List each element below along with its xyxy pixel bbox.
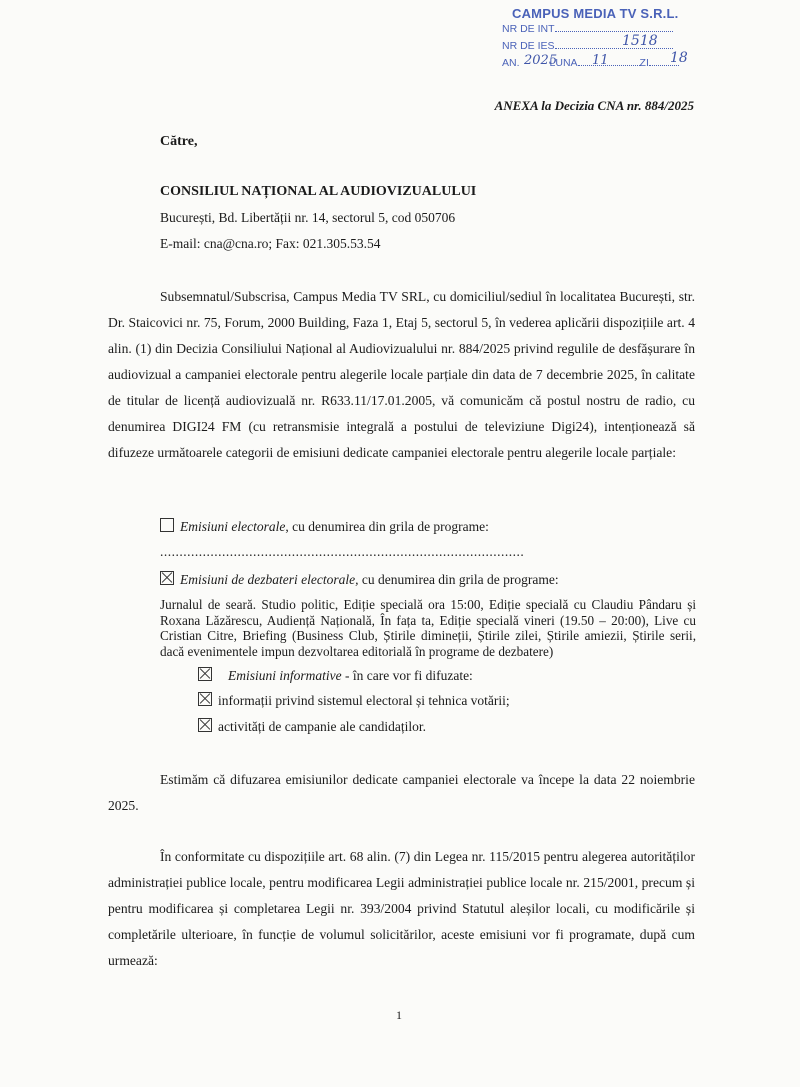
stamp-ies-label: NR DE IES [502,40,555,52]
conformity-text: În conformitate cu dispozițiile art. 68 alin. (7) din Legea nr. 115/2015 pentru alegerea autorităților administrației publice locale, pentru modificarea Legii administrației publice locale nr. 215/2001, precum și pentru modificarea și completarea Legii nr. 393/2004 privind Statutul aleșilor locali, cu modificările și completările ulterioare, în funcție de volumul solicitărilor, aceste emisiuni vor fi programate, după cum urmează: [108,849,695,968]
estimate-text: Estimăm că difuzarea emisiunilor dedicate campaniei electorale va începe la data 22 noiembrie 2025. [108,772,695,813]
category-debates-label: Emisiuni de dezbateri electorale, [180,572,359,587]
stamp-date-row: AN. LUNA ZI 2025 11 18 [502,50,688,69]
checkbox-electoral-info[interactable] [198,692,212,706]
checkbox-debates[interactable] [160,571,174,585]
stamp-an-label: AN [502,57,517,69]
stamp-luna-label: LUNA [549,57,578,69]
annex-reference: ANEXA la Decizia CNA nr. 884/2025 [494,98,694,113]
intro-paragraph [108,284,695,466]
category-electoral-rest: , cu denumirea din grila de programe: [285,519,489,534]
page-number: 1 [396,1008,402,1022]
estimate-paragraph [108,767,695,819]
debate-shows-list: Jurnalul de seară. Studio politic, Ediție specială ora 15:00, Ediție specială cu Claudiu Pândaru și Roxana Lăzărescu, Audiență Națională, În fața ta, Ediție specială vineri (19.50 – 20:00), Live cu Cristian Citre, Briefing (Business Club, Știrile dimineții, Știrile zilei, Știrile amiezii, Știrile serii, dacă evenimentele impun dezvoltarea editorială în programe de dezbatere) [160,597,696,659]
stamp-an-value: 2025 [524,53,558,68]
category-informative-rest: - în care vor fi difuzate: [341,668,473,683]
intro-text: Subsemnatul/Subscrisa, Campus Media TV SRL, cu domiciliul/sediul în localitatea București, str. Dr. Staicovici nr. 75, Forum, 2000 Building, Faza 1, Etaj 5, sectorul 5, în vederea aplicării dispozițiile art. 4 alin. (1) din Decizia Consiliului Național al Audiovizualului nr. 884/2025 privind regulile de desfășurare în audiovizual a campaniei electorale pentru alegerile locale parțiale din data de 7 decembrie 2025, în calitate de titular de licență audiovizuală nr. R633.11/17.01.2005, vă comunicăm că postul nostru de radio, cu denumirea DIGI24 FM (cu retransmisie integrală a postului de televiziune Digi24), intenționează să difuzeze următoarele categorii de emisiuni dedicate campaniei electorale pentru alegerile locale parțiale: [108,289,695,460]
category-informative-label: Emisiuni informative [228,668,342,683]
stamp-zi-label: ZI [639,57,649,69]
sub-campaign-activities [198,718,426,735]
category-debates-rest: cu denumirea din grila de programe: [358,572,559,587]
stamp-luna-value: 11 [592,53,609,68]
sub-campaign-activities-label: activități de campanie ale candidaților. [218,719,427,734]
stamp-company: CAMPUS MEDIA TV S.R.L. [512,6,679,21]
category-electoral-label: Emisiuni electorale [180,519,286,534]
conformity-paragraph [108,844,695,974]
checkbox-electoral[interactable] [160,518,174,532]
recipient-address: București, Bd. Libertății nr. 14, sectorul 5, cod 050706 [160,210,456,225]
sub-electoral-info [198,692,510,709]
category-informative [198,667,473,684]
stamp-zi-value: 18 [670,50,688,66]
stamp-int-row [502,21,692,38]
category-electoral-dots: .............................................................................................. [160,544,525,559]
category-debates [160,571,559,588]
category-electoral [160,518,489,535]
checkbox-campaign-activities[interactable] [198,718,212,732]
recipient-contact: E-mail: cna@cna.ro; Fax: 021.305.53.54 [160,236,381,251]
checkbox-informative[interactable] [198,667,212,681]
registration-stamp [502,6,692,72]
stamp-int-label: NR DE INT [502,23,555,35]
salutation: Către, [160,134,198,149]
stamp-ies-value: 1518 [622,33,658,49]
recipient-name: CONSILIUL NAȚIONAL AL AUDIOVIZUALULUI [160,184,477,199]
sub-electoral-info-label: informații privind sistemul electoral și tehnica votării; [218,693,510,708]
